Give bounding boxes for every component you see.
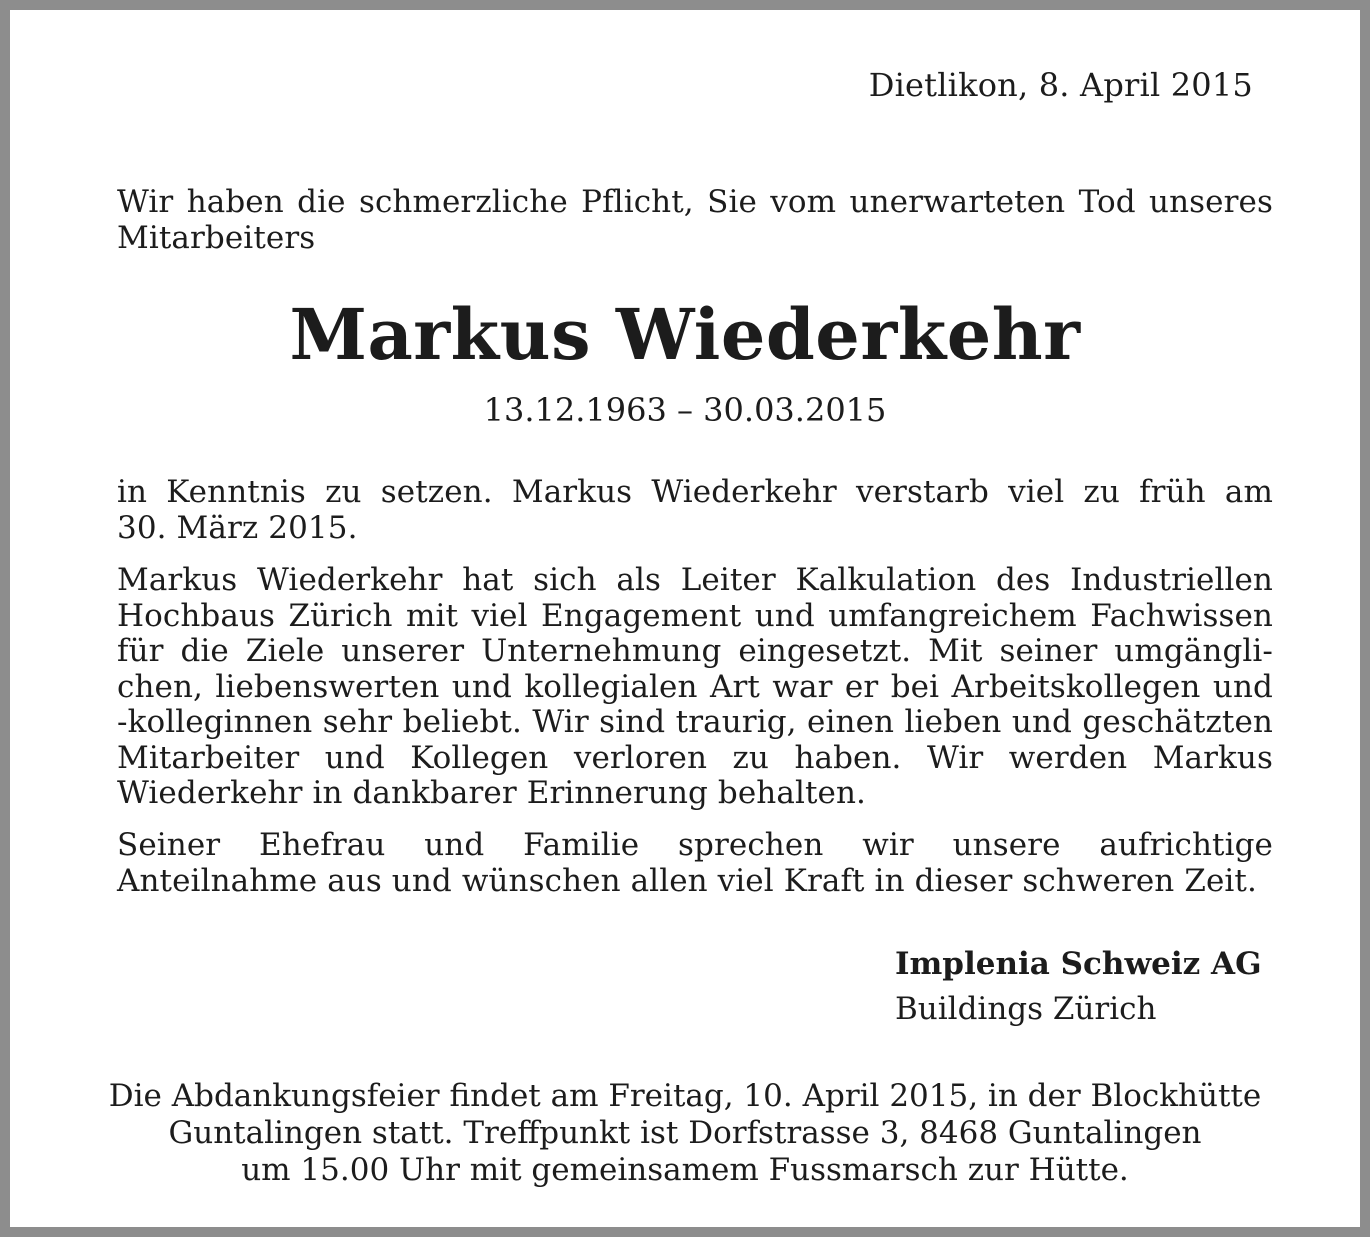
paragraph-tribute <box>117 563 1273 812</box>
ceremony-line: um 15.00 Uhr mit gemeinsamem Fussmarsch zur Hütte. <box>241 1152 1129 1188</box>
division-name: Buildings Zürich <box>895 991 1157 1027</box>
paragraph-line: Mitarbeiter und Kollegen verloren zu haben. Wir werden Markus <box>117 739 1273 776</box>
intro-text: Wir haben die schmerzliche Pflicht, Sie vom unerwarteten Tod unseres Mitarbeiters <box>117 184 1273 256</box>
paragraph-line: Markus Wiederkehr hat sich als Leiter Kalkulation des Industriellen <box>117 562 1273 598</box>
paragraph-condolences: Seiner Ehefrau und Familie sprechen wir unsere aufrichtige Anteilnahme aus und wünschen allen viel Kraft in dieser schweren Zeit. <box>117 827 1273 899</box>
paragraph-line: in Kenntnis zu setzen. Markus Wiederkehr verstarb viel zu früh am <box>117 474 1273 510</box>
ceremony-line: Die Abdankungsfeier findet am Freitag, 10. April 2015, in der Blockhütte <box>108 1078 1262 1114</box>
ceremony-info <box>10 1078 1360 1189</box>
life-dates: 13.12.1963 – 30.03.2015 <box>483 391 887 429</box>
paragraph-line: chen, liebenswerten und kollegialen Art war er bei Arbeitskollegen und <box>117 668 1273 705</box>
paragraph-line: für die Ziele unserer Unternehmung eingesetzt. Mit seiner umgängli- <box>117 633 1273 669</box>
paragraph-line: Hochbaus Zürich mit viel Engagement und umfangreichem Fachwissen <box>117 597 1273 634</box>
place-date: Dietlikon, 8. April 2015 <box>868 66 1253 104</box>
company-name: Implenia Schweiz AG <box>895 946 1262 982</box>
paragraph-line: 30. März 2015. <box>117 509 358 546</box>
deceased-name: Markus Wiederkehr <box>289 293 1081 376</box>
paragraph-line: Wiederkehr in dankbarer Erinnerung behalten. <box>117 775 866 811</box>
paragraph-announcement <box>117 475 1273 546</box>
paragraph-line: -kolleginnen sehr beliebt. Wir sind traurig, einen lieben und geschätzten <box>117 704 1273 740</box>
ceremony-line: Guntalingen statt. Treffpunkt ist Dorfstrasse 3, 8468 Guntalingen <box>168 1115 1202 1151</box>
